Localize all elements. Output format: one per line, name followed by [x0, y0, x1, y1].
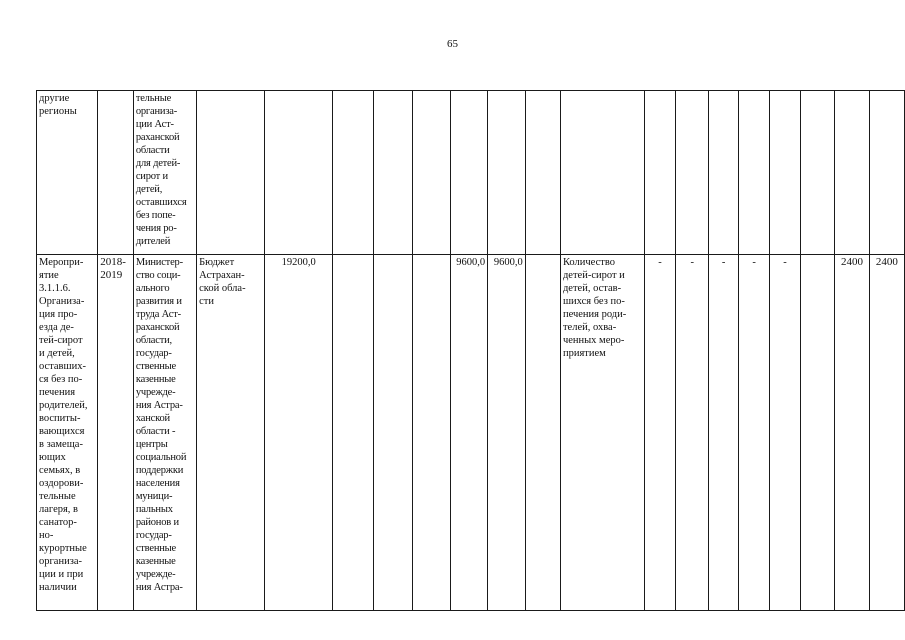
cell-empty — [451, 91, 488, 255]
cell-empty — [488, 91, 526, 255]
cell-indicator-value: - — [709, 255, 739, 611]
cell-period: 2018- 2019 — [98, 255, 134, 611]
cell-executor: Министер- ство соци- ального развития и труда Аст- раханской области, государ- ственные казенные учрежде- ния Астра- ханской области - центры социальной поддержки населения муници- пальных районов и государ- ственные казенные учрежде- ния Астра- — [133, 255, 196, 611]
cell-empty — [869, 91, 904, 255]
table-row-continued — [37, 91, 905, 255]
cell-empty — [709, 91, 739, 255]
cell-indicator-2019: 2400 — [869, 255, 904, 611]
cell-empty — [644, 91, 676, 255]
cell-total-amount: 19200,0 — [265, 255, 332, 611]
cell-empty — [525, 91, 560, 255]
cell-executor-continued: тельные организа- ции Аст- раханской области для детей- сирот и детей, оставшихся без попе- чения ро- дителей — [133, 91, 196, 255]
cell-empty — [801, 255, 835, 611]
cell-empty — [373, 91, 413, 255]
cell-indicator-value: - — [644, 255, 676, 611]
cell-empty — [676, 91, 709, 255]
cell-empty — [197, 91, 265, 255]
table-row-measure — [37, 255, 905, 611]
page-number: 65 — [447, 38, 458, 50]
cell-empty — [373, 255, 413, 611]
cell-empty — [332, 91, 373, 255]
cell-empty — [265, 91, 332, 255]
cell-empty — [801, 91, 835, 255]
program-table — [36, 90, 905, 611]
cell-empty — [332, 255, 373, 611]
cell-empty — [739, 91, 770, 255]
cell-region-continued: другие регионы — [37, 91, 98, 255]
cell-funding-source: Бюджет Астрахан- ской обла- сти — [197, 255, 265, 611]
cell-empty — [560, 91, 644, 255]
cell-indicator: Количество детей-сирот и детей, остав- шихся без по- печения роди- телей, охва- ченных меро- приятием — [560, 255, 644, 611]
cell-empty — [835, 91, 869, 255]
cell-indicator-value: - — [770, 255, 801, 611]
cell-indicator-value: - — [739, 255, 770, 611]
cell-empty — [770, 91, 801, 255]
cell-empty — [413, 255, 451, 611]
cell-indicator-2018: 2400 — [835, 255, 869, 611]
cell-amount-2018: 9600,0 — [451, 255, 488, 611]
cell-measure-name: Меропри- ятие 3.1.1.6. Организа- ция про- езда де- тей-сирот и детей, оставших- ся без по- печения родителей, воспиты- вающихся в замеща- ющих семьях, в оздорови- тельные лагеря, в санатор- но- курортные организа- ции и при наличии — [37, 255, 98, 611]
cell-indicator-value: - — [676, 255, 709, 611]
cell-empty — [525, 255, 560, 611]
cell-empty — [98, 91, 134, 255]
cell-empty — [413, 91, 451, 255]
cell-amount-2019: 9600,0 — [488, 255, 526, 611]
